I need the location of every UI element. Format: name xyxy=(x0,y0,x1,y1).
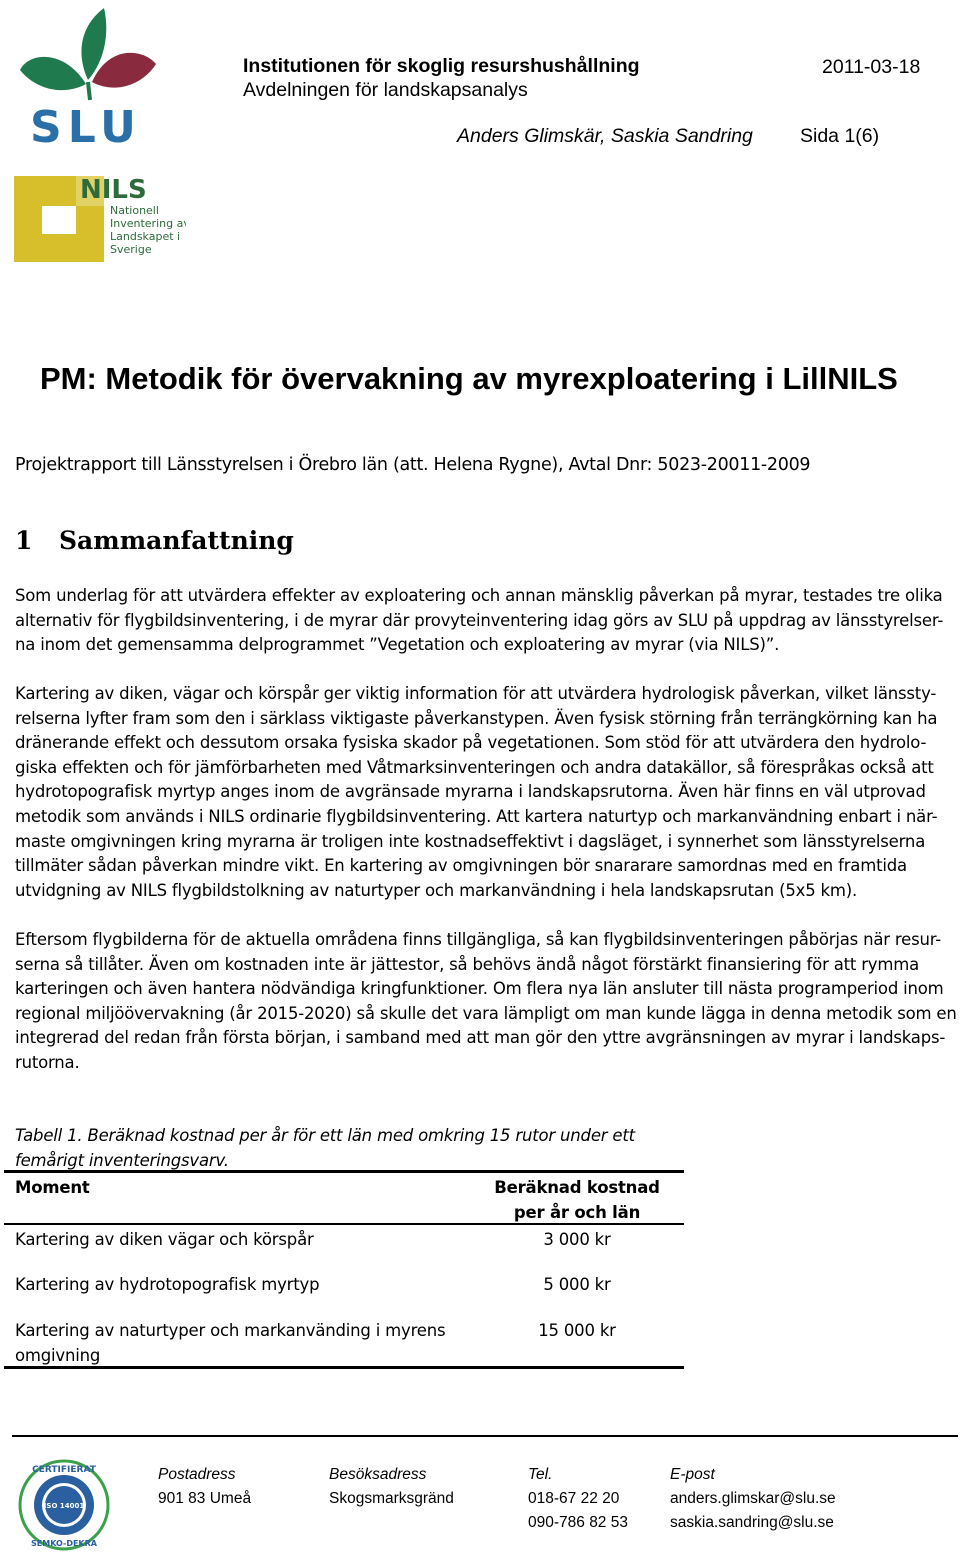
footer-email-link[interactable]: anders.glimskar@slu.se xyxy=(670,1490,836,1507)
paragraph-1: Som underlag för att utvärdera effekter av exploatering och annan mänsklig påverkan på myrar, testades tre olika alternativ för flygbildsinventering, i de myrar där provyteinventering idag görs av SLU på uppdrag av länsstyrelser- na inom det gemensamma delprogrammet ”Vegetation och exploatering av myrar (via NILS)”. xyxy=(15,586,944,655)
table-header-rule xyxy=(4,1223,684,1225)
svg-text:Inventering av: Inventering av xyxy=(110,217,186,230)
table-row-moment: Kartering av diken vägar och körspår xyxy=(15,1230,314,1249)
svg-text:Landskapet i: Landskapet i xyxy=(110,230,181,243)
table-header-moment: Moment xyxy=(15,1178,90,1197)
paragraph-3: Eftersom flygbilderna för de aktuella områdena finns tillgängliga, så kan flygbildsinventeringen påbörjas när resur- serna så tillåter. Även om kostnaden inte är jättestor, så behövs ändå något förstärkt finansiering för att rymma karteringen och även hantera nödvändiga kringfunktioner. Om flera nya län ansluter till nästa programperiod inom regional miljöövervakning (år 2015-2020) så skulle det vara lämpligt om man kunde lägga in denna metodik som en integrerad del redan från första början, i samband med att man gör den yttre avgränsningen av myrar i landskaps- rutorna. xyxy=(15,930,957,1072)
svg-text:ISO 14001: ISO 14001 xyxy=(43,1502,85,1510)
table-top-rule xyxy=(4,1170,684,1173)
footer-besoksadress: Skogsmarksgränd xyxy=(329,1490,454,1507)
footer-tel-2: 090-786 82 53 xyxy=(528,1514,628,1531)
footer-tel-1: 018-67 22 20 xyxy=(528,1490,620,1507)
nils-logo xyxy=(14,174,186,264)
table-header-cost: Beräknad kostnad per år och län xyxy=(494,1178,660,1222)
section-number: 1 xyxy=(15,526,33,555)
table-row-cost: 3 000 kr xyxy=(543,1230,611,1249)
department-name: Avdelningen för landskapsanalys xyxy=(243,79,528,101)
footer-rule xyxy=(12,1435,958,1437)
svg-text:CERTIFIERAT: CERTIFIERAT xyxy=(32,1465,96,1475)
section-heading xyxy=(15,526,294,555)
svg-text:Nationell: Nationell xyxy=(110,204,159,217)
table-caption: Tabell 1. Beräknad kostnad per år för ett län med omkring 15 rutor under ett femårigt inventeringsvarv. xyxy=(15,1126,635,1170)
document-date: 2011-03-18 xyxy=(822,56,921,78)
table-bottom-rule xyxy=(4,1366,684,1369)
institution-name: Institutionen för skoglig resurshushållning xyxy=(243,55,640,77)
footer-postadress: 901 83 Umeå xyxy=(158,1490,252,1507)
footer-epost-label: E-post xyxy=(670,1466,715,1483)
page-title: PM: Metodik för övervakning av myrexploatering i LillNILS xyxy=(40,361,898,396)
footer-postadress-label: Postadress xyxy=(158,1466,236,1483)
nils-logo-text: NILS xyxy=(80,175,147,205)
table-row-cost: 5 000 kr xyxy=(543,1275,611,1294)
svg-text:SEMKO-DEKRA: SEMKO-DEKRA xyxy=(31,1539,97,1548)
footer-email-link[interactable]: saskia.sandring@slu.se xyxy=(670,1514,834,1531)
footer-besoksadress-label: Besöksadress xyxy=(329,1466,427,1483)
certification-logo xyxy=(18,1458,110,1552)
section-title: Sammanfattning xyxy=(59,526,294,555)
slu-logo-text: SLU xyxy=(30,102,142,150)
footer-tel-label: Tel. xyxy=(528,1466,553,1483)
page-number: Sida 1(6) xyxy=(800,125,880,147)
table-row-cost: 15 000 kr xyxy=(538,1321,616,1340)
table-row-moment: Kartering av hydrotopografisk myrtyp xyxy=(15,1275,320,1294)
paragraph-2: Kartering av diken, vägar och körspår ger viktig information för att utvärdera hydrologisk påverkan, vilket länssty- relserna lyfter fram som den i särklass viktigaste påverkanstypen. Även fysisk störning från terrängkörning kan ha dränerande effekt och dessutom orsaka fysiska skador på vegetationen. Som stöd för att utvärdera den hydrolo- giska effekten och för jämförbarheten med Våtmarksinventeringen och andra datakällor, så förespråkas också att hydrotopografisk myrtyp anges inom de avgränsade myrarna i landskapsrutorna. Även här finns en väl utprovad metodik som används i NILS ordinarie flygbildsinventering. Att kartera naturtyp och markanvändning enbart i när- maste omgivningen kring myrarna är troligen inte kostnadseffektivt i dagsläget, i synnerhet som länsstyrelserna tillmäter sådan påverkan mindre vikt. En kartering av omgivningen bör snararare samordnas med en framtida utvidgning av NILS flygbildstolkning av naturtyper och markanvändning i hela landskapsrutan (5x5 km). xyxy=(15,684,938,900)
svg-text:Sverige: Sverige xyxy=(110,243,152,256)
page-subtitle: Projektrapport till Länsstyrelsen i Örebro län (att. Helena Rygne), Avtal Dnr: 5023-20011-2009 xyxy=(15,455,811,475)
slu-logo xyxy=(14,4,164,150)
authors: Anders Glimskär, Saskia Sandring xyxy=(457,125,753,147)
table-row-moment: Kartering av naturtyper och markanvänding i myrens omgivning xyxy=(15,1321,446,1365)
